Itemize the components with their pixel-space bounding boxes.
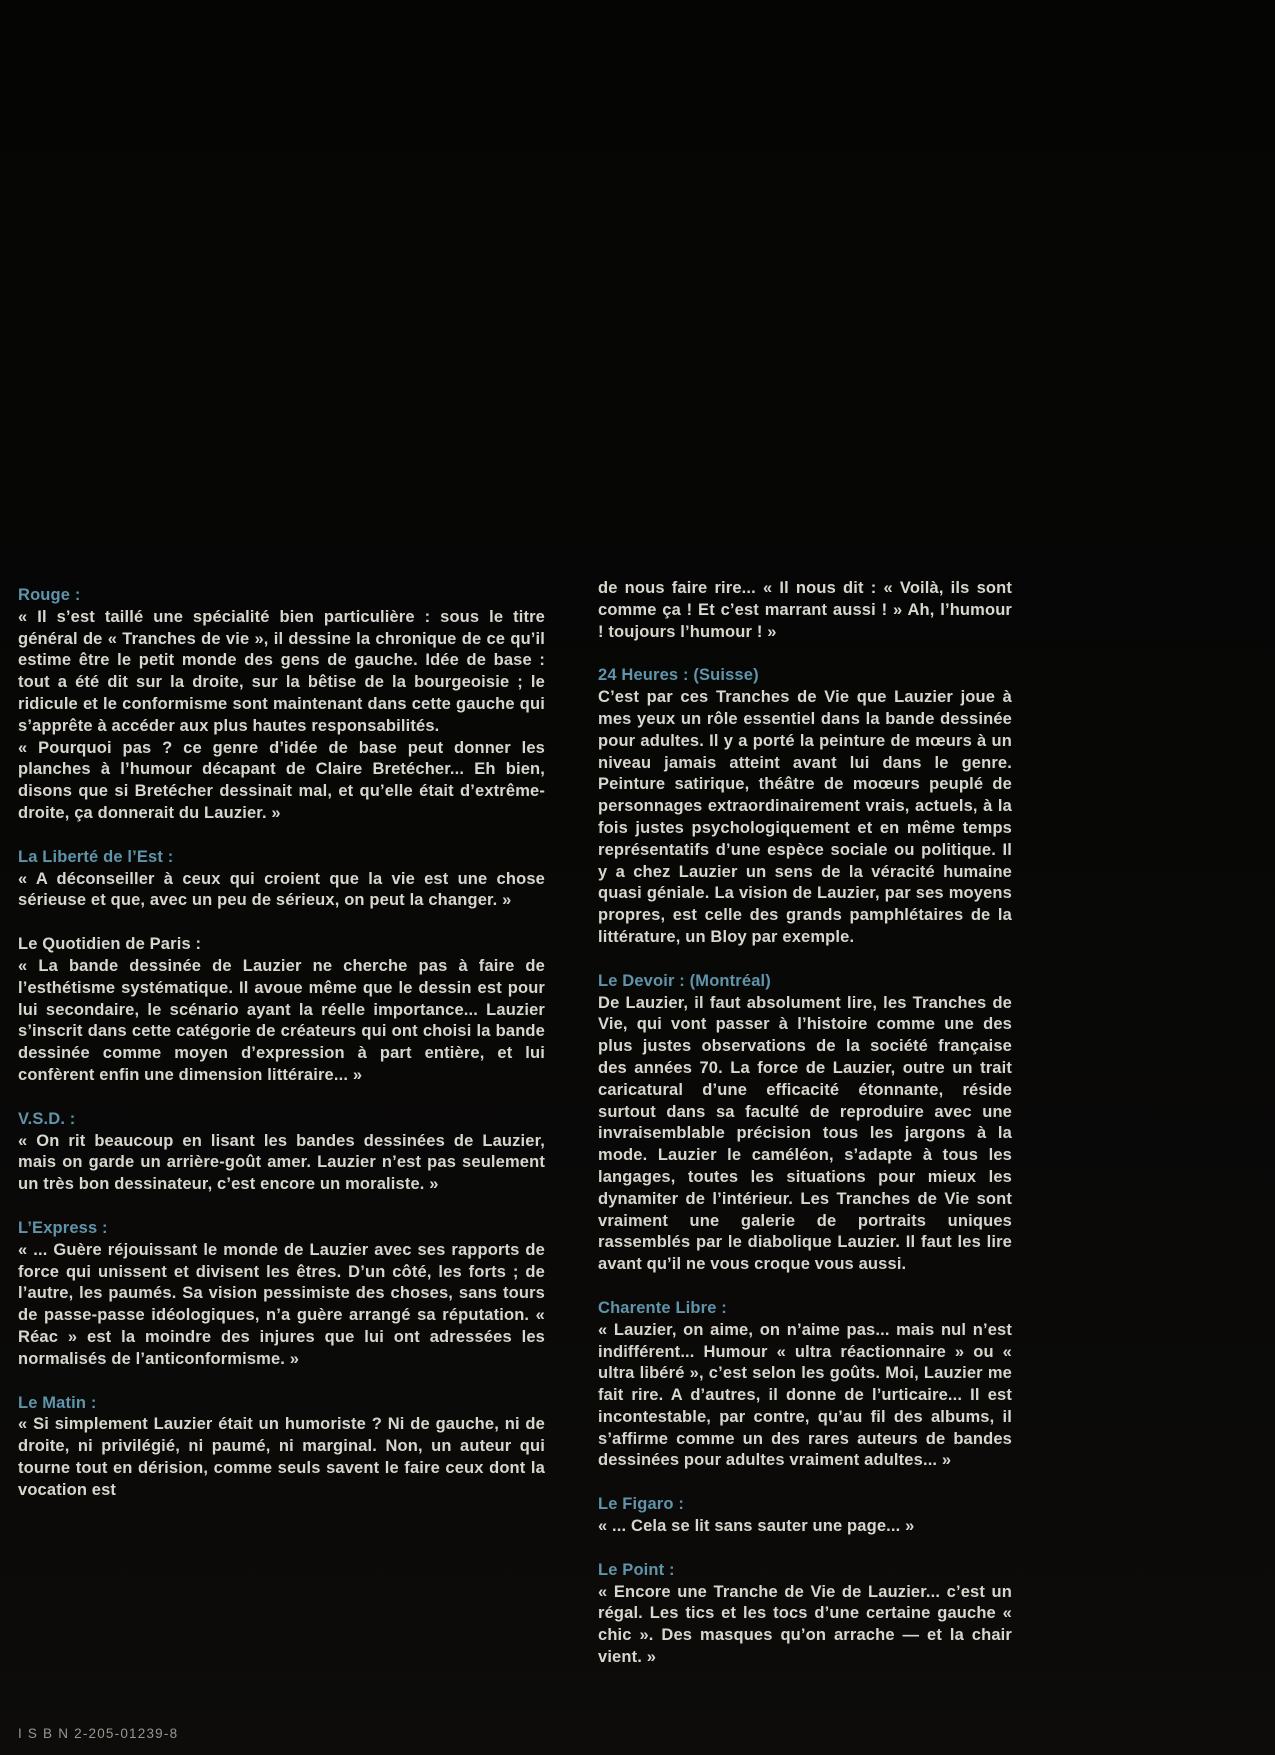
publication-heading: Le Devoir : (Montréal)	[598, 971, 771, 990]
press-section	[598, 1298, 1012, 1472]
press-section	[18, 934, 545, 1087]
press-reviews-column-left	[18, 585, 545, 1501]
quote-paragraph: « Il s’est taillé une spécialité bien particulière : sous le titre général de « Tranches de vie », il dessine la chronique de ce qu’il estime être le petit monde des gens de gauche. Idée de base : tout a été dit sur la droite, sur la bêtise de la bourgeoisie ; le ridicule et le conformisme sont maintenant dans cette gauche qui s’apprête à accéder aux plus hautes responsabilités.	[18, 607, 545, 735]
quote-paragraph: « ... Guère réjouissant le monde de Lauzier avec ses rapports de force qui unissent et divisent les êtres. D’un côté, les forts ; de l’autre, les paumés. Sa vision pessimiste des choses, sans tours de passe-passe idéologiques, n’a guère arrangé sa réputation. « Réac » est la moindre des injures que lui ont adressées les normalisés de l’anticonformisme. »	[18, 1240, 545, 1368]
publication-heading: 24 Heures : (Suisse)	[598, 666, 759, 685]
quote-paragraph: « Encore une Tranche de Vie de Lauzier... c’est un régal. Les tics et les tocs d’une certaine gauche « chic ». Des masques qu’on arrache — et la chair vient. »	[598, 1582, 1012, 1667]
press-section	[18, 585, 545, 825]
quote-paragraph: C’est par ces Tranches de Vie que Lauzier joue à mes yeux un rôle essentiel dans la bande dessinée pour adultes. Il y a porté la peinture de mœurs à un niveau jamais atteint avant lui dans le genre. Peinture satirique, théâtre de moœurs peuplé de personnages extraordinairement vrais, actuels, à la fois justes psychologiquement et en même temps représentatifs d’une espèce sociale ou politique. Il y a chez Lauzier un sens de la véracité humaine quasi géniale. La vision de Lauzier, par ses moyens propres, est celle des grands pamphlétaires de la littérature, un Bloy par exemple.	[598, 688, 1012, 946]
quote-paragraph: « La bande dessinée de Lauzier ne cherche pas à faire de l’esthétisme systématique. Il avoue même que le dessin est pour lui secondaire, le scénario ayant la réelle importance... Lauzier s’inscrit dans cette catégorie de créateurs qui ont choisi la bande dessinée comme moyen d’expression à part entière, et lui confèrent enfin une dimension littéraire... »	[18, 956, 545, 1084]
quote-paragraph: « Lauzier, on aime, on n’aime pas... mais nul n’est indifférent... Humour « ultra réactionnaire » ou « ultra libéré », c’est selon les goûts. Moi, Lauzier me fait rire. A d’autres, il donne de l’urticaire... Il est incontestable, par contre, qu’au fil des albums, il s’affirme comme un des rares auteurs de bandes dessinées pour adultes vraiment adultes... »	[598, 1320, 1012, 1470]
publication-heading: La Liberté de l’Est :	[18, 847, 174, 866]
publication-heading: Le Figaro :	[598, 1495, 684, 1514]
press-section	[598, 578, 1012, 643]
quote-paragraph: « A déconseiller à ceux qui croient que la vie est une chose sérieuse et que, avec un peu de sérieux, on peut la changer. »	[18, 869, 545, 910]
press-section	[18, 1109, 545, 1196]
quote-paragraph: De Lauzier, il faut absolument lire, les Tranches de Vie, qui vont passer à l’histoire comme une des plus justes observations de la société française des années 70. La force de Lauzier, outre un trait caricatural d’une efficacité étonnante, réside surtout dans sa faculté de reproduire avec une invraisemblable précision tous les jargons à la mode. Lauzier le caméléon, s’adapte à tous les langages, toutes les situations pour mieux les dynamiter de l’intérieur. Les Tranches de Vie sont vraiment une galerie de portraits uniques rassemblés par le diabolique Lauzier. Il faut les lire avant qu’il ne vous croque vous aussi.	[598, 993, 1012, 1274]
publication-heading: Le Quotidien de Paris :	[18, 935, 202, 954]
quote-paragraph: « On rit beaucoup en lisant les bandes dessinées de Lauzier, mais on garde un arrière-goût amer. Lauzier n’est pas seulement un très bon dessinateur, c’est encore un moraliste. »	[18, 1131, 545, 1194]
publication-heading: Le Point :	[598, 1560, 675, 1579]
isbn-number: I S B N 2-205-01239-8	[18, 1726, 179, 1741]
press-section	[598, 1494, 1012, 1538]
press-section	[598, 971, 1012, 1276]
publication-heading: Rouge :	[18, 586, 81, 604]
publication-heading: Le Matin :	[18, 1393, 97, 1412]
quote-paragraph: de nous faire rire... « Il nous dit : « Voilà, ils sont comme ça ! Et c’est marrant aussi ! » Ah, l’humour ! toujours l’humour ! »	[598, 579, 1012, 641]
publication-heading: L’Express :	[18, 1218, 108, 1237]
press-section	[18, 1393, 545, 1502]
publication-heading: V.S.D. :	[18, 1109, 76, 1128]
quote-paragraph: « ... Cela se lit sans sauter une page... »	[598, 1517, 915, 1536]
press-section	[18, 1218, 545, 1371]
press-reviews-column-right	[598, 578, 1012, 1669]
quote-paragraph: « Pourquoi pas ? ce genre d’idée de base peut donner les planches à l’humour décapant de Claire Bretécher... Eh bien, disons que si Bretécher dessinait mal, et qu’elle était d’extrême-droite, ça donnerait du Lauzier. »	[18, 738, 545, 822]
quote-paragraph: « Si simplement Lauzier était un humoriste ? Ni de gauche, ni de droite, ni privilégié, ni paumé, ni marginal. Non, un auteur qui tourne tout en dérision, comme seuls savent le faire ceux dont la vocation est	[18, 1415, 545, 1499]
press-section	[598, 665, 1012, 948]
press-section	[598, 1560, 1012, 1669]
press-section	[18, 847, 545, 912]
publication-heading: Charente Libre :	[598, 1298, 727, 1317]
